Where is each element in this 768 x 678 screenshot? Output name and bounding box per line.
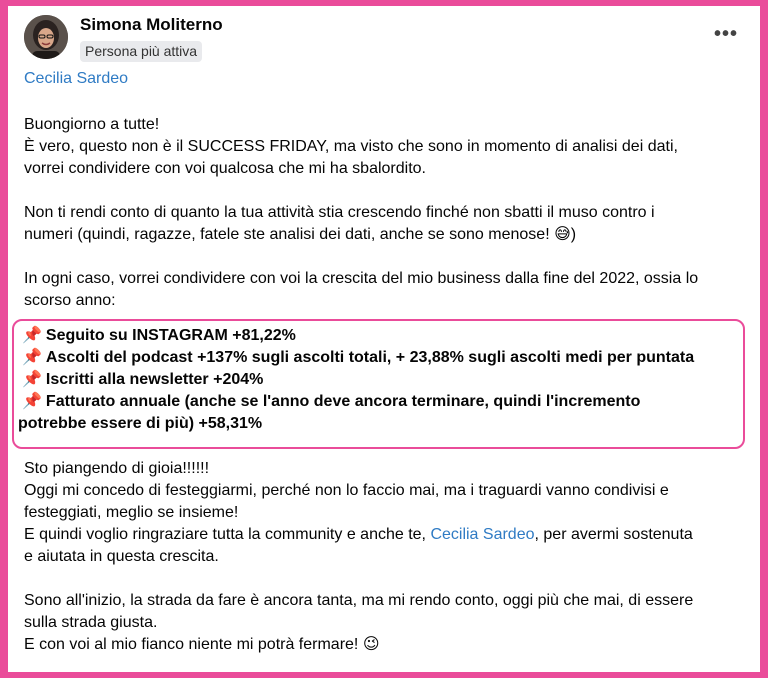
profile-photo-icon: [24, 15, 68, 59]
intro-line: scorso anno:: [24, 292, 116, 309]
outro-line: E con voi al mio fianco niente mi potrà fermare! 😉: [24, 636, 380, 653]
outro-line: festeggiati, meglio se insieme!: [24, 504, 239, 521]
highlight-text: Seguito su INSTAGRAM +81,22%: [45, 327, 296, 344]
highlight-text: Fatturato annuale (anche se l'anno deve ancora terminare, quindi l'incremento: [45, 393, 641, 410]
outro-line: e aiutata in questa crescita.: [24, 548, 219, 565]
highlight-continuation: potrebbe essere di più) +58,31%: [18, 415, 263, 432]
intro-line: Buongiorno a tutte!: [24, 116, 160, 133]
highlight-item: [22, 391, 743, 413]
highlight-box: [12, 319, 745, 449]
author-name[interactable]: Simona Moliterno: [80, 15, 223, 34]
mention-link-inline[interactable]: Cecilia Sardeo: [430, 526, 535, 543]
outro-text: E quindi voglio ringraziare tutta la community e anche te,: [24, 526, 431, 543]
intro-line: È vero, questo non è il SUCCESS FRIDAY, ma visto che sono in momento di analisi dei dati,: [24, 138, 678, 155]
outro-text: , per avermi sostenuta: [534, 526, 693, 543]
outro-line: Sto piangendo di gioia!!!!!!: [24, 460, 210, 477]
avatar[interactable]: [24, 15, 68, 59]
highlight-item: [22, 369, 743, 391]
pushpin-icon: 📌: [22, 393, 42, 410]
outro-line: [24, 524, 744, 546]
mention-link[interactable]: Cecilia Sardeo: [24, 70, 129, 87]
post-outro: [24, 458, 744, 656]
intro-line: numeri (quindi, ragazze, fatele ste analisi dei dati, anche se sono menose! 😅): [24, 226, 577, 243]
highlight-item: [22, 325, 743, 347]
intro-line: vorrei condividere con voi qualcosa che mi ha sbalordito.: [24, 160, 426, 177]
post-intro: [24, 114, 744, 312]
intro-line: Non ti rendi conto di quanto la tua attività stia crescendo finché non sbatti il muso contro i: [24, 204, 655, 221]
highlight-text: Iscritti alla newsletter +204%: [45, 371, 264, 388]
highlight-text: Ascolti del podcast +137% sugli ascolti totali, + 23,88% sugli ascolti medi per puntata: [45, 349, 695, 366]
author-badge: Persona più attiva: [80, 41, 202, 62]
post-card: [8, 6, 760, 672]
intro-line: In ogni caso, vorrei condividere con voi la crescita del mio business dalla fine del 2022, ossia lo: [24, 270, 699, 287]
pushpin-icon: 📌: [22, 371, 42, 388]
highlight-item: [22, 347, 743, 369]
pushpin-icon: 📌: [22, 327, 42, 344]
post-header: [24, 13, 744, 63]
outro-line: Sono all'inizio, la strada da fare è ancora tanta, ma mi rendo conto, oggi più che mai, di essere: [24, 592, 694, 609]
more-options-icon[interactable]: •••: [713, 23, 738, 45]
outro-line: sulla strada giusta.: [24, 614, 158, 631]
pushpin-icon: 📌: [22, 349, 42, 366]
outro-line: Oggi mi concedo di festeggiarmi, perché non lo faccio mai, ma i traguardi vanno condivisi e: [24, 482, 669, 499]
